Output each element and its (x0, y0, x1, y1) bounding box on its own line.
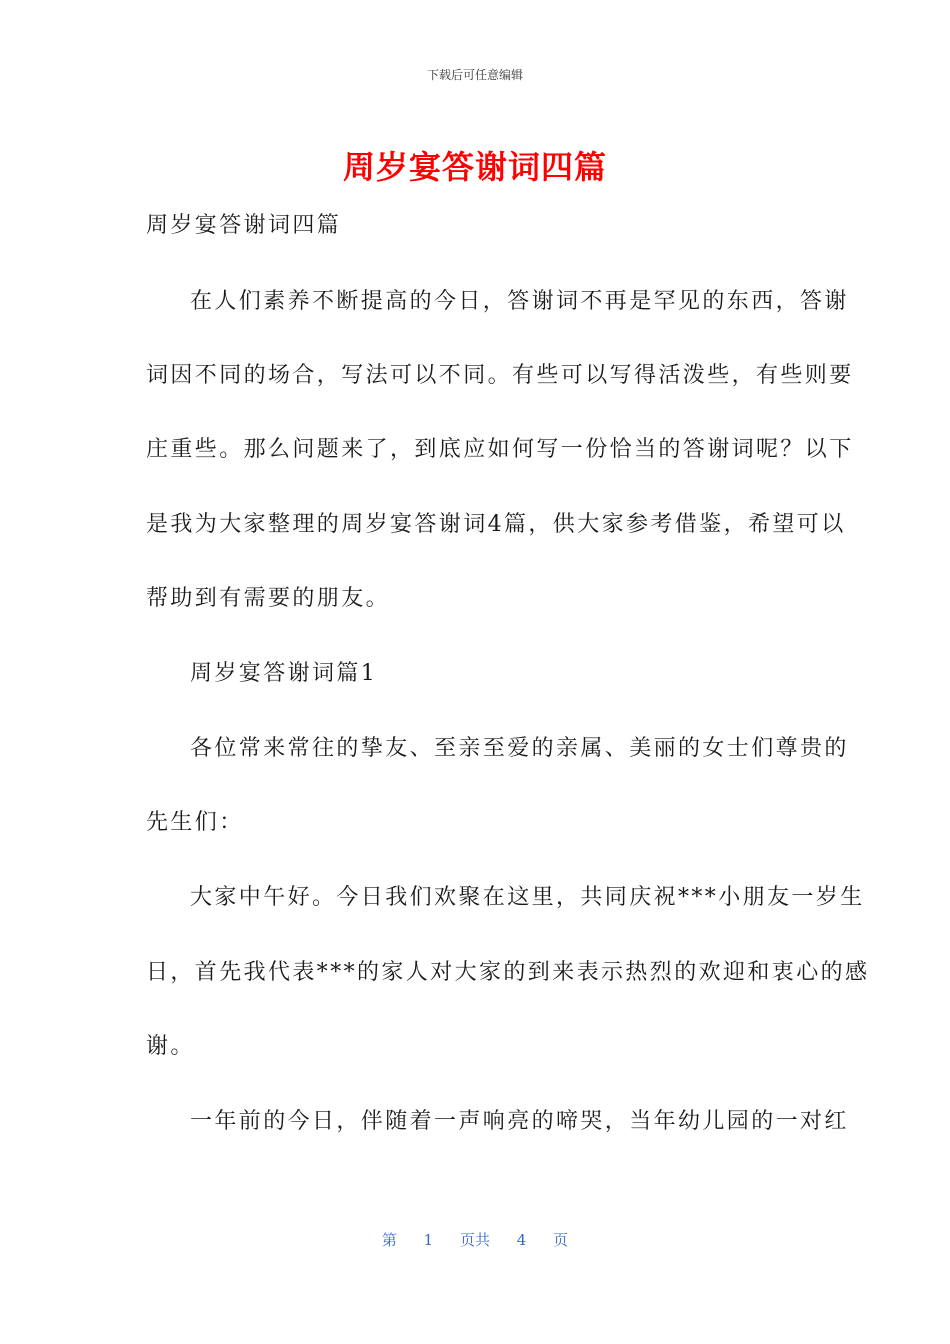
body-line: 在人们素养不断提高的今日，答谢词不再是罕见的东西，答谢 (190, 289, 849, 314)
body-line: 词因不同的场合，写法可以不同。有些可以写得活泼些，有些则要 (146, 363, 854, 388)
footer-word-total: 页共 (459, 1231, 490, 1249)
body-line: 帮助到有需要的朋友。 (146, 586, 391, 611)
body-line: 先生们： (146, 810, 244, 835)
footer-current-page: 1 (423, 1231, 434, 1249)
body-line: 各位常来常往的挚友、至亲至爱的亲属、美丽的女士们尊贵的 (190, 736, 849, 761)
body-line: 大家中午好。今日我们欢聚在这里，共同庆祝***小朋友一岁生 (190, 885, 865, 910)
body-line: 谢。 (146, 1034, 195, 1059)
body-line: 一年前的今日，伴随着一声响亮的啼哭，当年幼儿园的一对红 (190, 1109, 849, 1134)
body-line: 日，首先我代表***的家人对大家的到来表示热烈的欢迎和衷心的感 (146, 960, 870, 985)
document-title: 周岁宴答谢词四篇 (342, 148, 607, 186)
body-line: 是我为大家整理的周岁宴答谢词4篇，供大家参考借鉴，希望可以 (146, 512, 846, 537)
body-line-heading: 周岁宴答谢词四篇 (146, 213, 342, 238)
section-heading: 周岁宴答谢词篇1 (190, 661, 378, 686)
header-note: 下载后可任意编辑 (426, 68, 523, 82)
footer-word-page: 第 (381, 1231, 397, 1249)
footer-total-pages: 4 (516, 1231, 527, 1249)
page-footer (0, 1229, 950, 1250)
body-line: 庄重些。那么问题来了，到底应如何写一份恰当的答谢词呢？以下 (146, 437, 854, 462)
footer-word-end: 页 (553, 1231, 569, 1249)
